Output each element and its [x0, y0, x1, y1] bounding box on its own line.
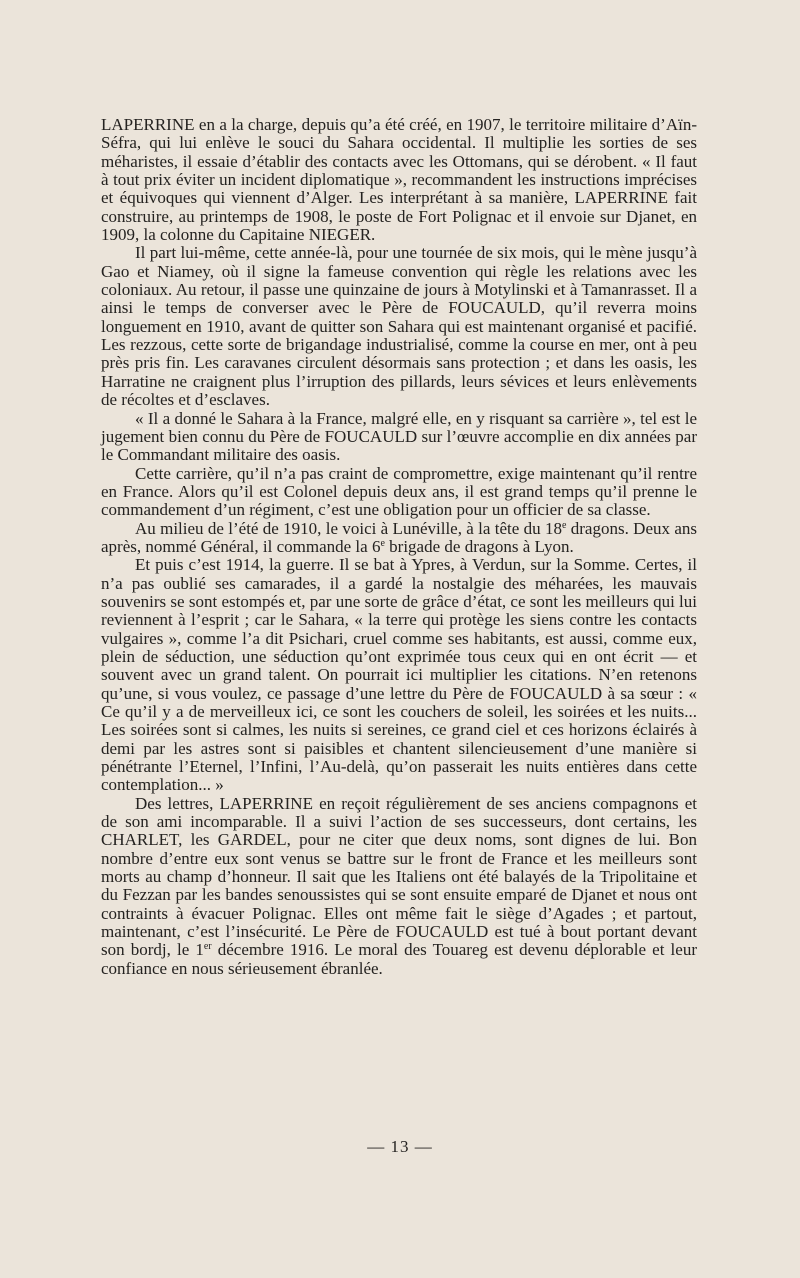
paragraph-text: dragons. Deux ans après, nommé Général, il commande la 6: [101, 518, 697, 556]
paragraph-text: « Il a donné le Sahara à la France, malgré elle, en y risquant sa carrière », tel est le jugement bien connu du Père de FOUCAULD sur l’œuvre accomplie en dix années par le Commandant militaire des oasis.: [101, 408, 697, 465]
paragraph: [101, 465, 697, 520]
page-number: — 13 —: [367, 1137, 433, 1156]
paragraph-text: Et puis c’est 1914, la guerre. Il se bat à Ypres, à Verdun, sur la Somme. Certes, il n’a pas oublié ses camarades, il a gardé la nostalgie des méharées, les mauvais souvenirs se sont estompés et, par une sorte de grâce d’état, ce sont les meilleurs qui lui reviennent à l’esprit ; car le Sahara, « la terre qui protège les siens contre les contacts vulgaires », comme l’a dit Psichari, cruel comme ses habitants, est aussi, comme eux, plein de séduction, une séduction qu’ont exprimée tous ceux qui en ont écrit — et souvent avec un grand talent. On pourrait ici multiplier les citations. N’en retenons qu’une, si vous voulez, ce passage d’une lettre du Père de FOUCAULD à sa sœur : « Ce qu’il y a de merveilleux ici, ce sont les couchers de soleil, les soirées et les nuits... Les soirées sont si calmes, les nuits si sereines, ce grand ciel et ces horizons éclairés à demi par les astres sont si paisibles et chantent silencieusement d’une manière si pénétrante l’Eternel, l’Infini, l’Au-delà, qu’on passerait les nuits entières dans cette contemplation... »: [101, 555, 697, 795]
paragraph: [101, 410, 697, 465]
paragraph-text: Cette carrière, qu’il n’a pas craint de compromettre, exige maintenant qu’il rentre en France. Alors qu’il est Colonel depuis deux ans, il est grand temps qu’il prenne le commandement d’un régiment, c’est une obligation pour un officier de sa classe.: [101, 463, 697, 520]
paragraph: [101, 556, 697, 794]
paragraph-text: Au milieu de l’été de 1910, le voici à Lunéville, à la tête du 18: [135, 518, 562, 538]
ordinal-superscript: er: [203, 941, 212, 953]
paragraph: [101, 244, 697, 409]
paragraph-text: brigade de dragons à Lyon.: [384, 536, 574, 556]
paragraph-text: Des lettres, LAPERRINE en reçoit régulièrement de ses anciens compagnons et de son ami incomparable. Il a suivi l’action de ses successeurs, dont certains, les CHARLET, les GARDEL, pour ne citer que deux noms, sont dignes de lui. Bon nombre d’entre eux sont venus se battre sur le front de France et les meilleurs sont morts au champ d’honneur. Il sait que les Italiens ont été balayés de la Tripolitaine et du Fezzan par les bandes senoussistes qui se sont ensuite emparé de Djanet et nous ont contraints à évacuer Polignac. Elles ont même fait le siège d’Agades ; et partout, maintenant, c’est l’insécurité. Le Père de FOUCAULD est tué à bout portant devant son bordj, le 1: [101, 793, 697, 960]
paragraph-text: Il part lui-même, cette année-là, pour une tournée de six mois, qui le mène jusqu’à Gao et Niamey, où il signe la fameuse convention qui règle les relations avec les coloniaux. Au retour, il passe une quinzaine de jours à Motylinski et à Tamanrasset. Il a ainsi le temps de converser avec le Père de FOUCAULD, qu’il reverra moins longuement en 1910, avant de quitter son Sahara qui est maintenant organisé et pacifié. Les rezzous, cette sorte de brigandage industrialisé, comme la course en mer, ont à peu près pris fin. Les caravanes circulent désormais sans protection ; et dans les oasis, les Harratine ne craignent plus l’irruption des pillards, leurs sévices et leurs enlèvements de récoltes et d’esclaves.: [101, 243, 697, 410]
paragraph: [101, 795, 697, 978]
ordinal-superscript: e: [561, 519, 567, 531]
paragraph-text: décembre 1916. Le moral des Touareg est devenu déplorable et leur confiance en nous sérieusement ébranlée.: [101, 940, 697, 978]
paragraph-text: LAPERRINE en a la charge, depuis qu’a été créé, en 1907, le territoire militaire d’Aïn-Séfra, qui lui enlève le souci du Sahara occidental. Il multiplie les sorties de ses méharistes, il essaie d’établir des contacts avec les Ottomans, qui se dérobent. « Il faut à tout prix éviter un incident diplomatique », recommandent les instructions imprécises et équivoques qui viennent d’Alger. Les interprétant à sa manière, LAPERRINE fait construire, au printemps de 1908, le poste de Fort Polignac et il envoie sur Djanet, en 1909, la colonne du Capitaine NIEGER.: [101, 115, 697, 245]
paragraph: [101, 520, 697, 557]
ordinal-superscript: e: [380, 537, 385, 549]
paragraph: [101, 116, 697, 244]
body-text: [101, 116, 697, 978]
